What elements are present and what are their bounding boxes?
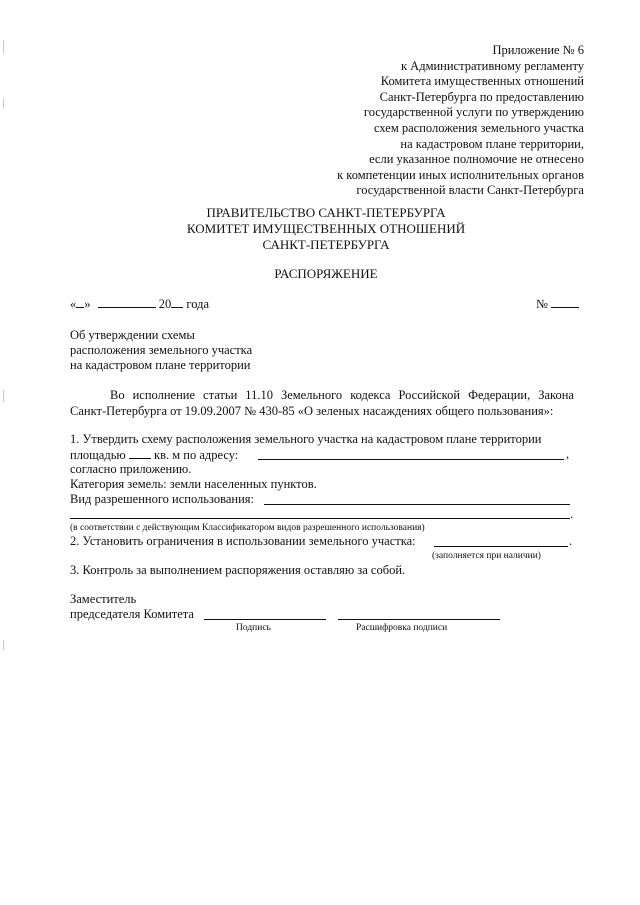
address-blank[interactable]: [258, 459, 564, 460]
signature-decode-caption: Расшифровка подписи: [356, 623, 448, 633]
annex-line: Санкт-Петербурга по предоставлению: [379, 89, 584, 104]
annex-line: к компетенции иных исполнительных органов: [337, 167, 584, 182]
signature-decode-blank[interactable]: [338, 619, 500, 620]
heading-city: САНКТ-ПЕТЕРБУРГА: [262, 237, 390, 252]
date-field: [70, 296, 209, 312]
annex-line: схем расположения земельного участка: [373, 120, 584, 135]
signature-caption: Подпись: [236, 623, 271, 633]
preamble-paragraph: [70, 387, 574, 419]
year-word: года: [186, 297, 209, 311]
unit-label: кв. м по адресу:: [154, 448, 239, 462]
restrictions-note: (заполняется при наличии): [432, 551, 541, 561]
annex-line: к Административному регламенту: [400, 58, 584, 73]
scan-edge-line: [3, 98, 4, 108]
subject-line: на кадастровом плане территории: [70, 358, 251, 372]
annex-line: государственной власти Санкт-Петербурга: [356, 183, 584, 198]
classifier-note: (в соответствии с действующим Классификатором видов разрешенного использования): [70, 523, 425, 533]
permitted-use-period: .: [570, 507, 574, 521]
century-text: 20: [158, 297, 172, 311]
item2-period: .: [569, 534, 573, 548]
signatory-title-line1: Заместитель: [70, 592, 137, 606]
land-category-text: Категория земель: земли населенных пунктов.: [70, 477, 317, 491]
item2-text: 2. Установить ограничения в использовании земельного участка:: [70, 534, 416, 548]
scan-edge-line: [3, 390, 4, 402]
preamble-text: Во исполнение статьи 11.10 Земельного кодекса Российской Федерации, Закона Санкт-Петербурга от 19.09.2007 № 430-85 «О зеленых насаждениях общего пользования»:: [70, 388, 574, 418]
quote-close: »: [84, 297, 91, 311]
quote-open: «: [70, 297, 77, 311]
annex-line: если указанное полномочие не отнесено: [369, 152, 584, 167]
month-blank[interactable]: [98, 296, 156, 308]
number-blank[interactable]: [551, 296, 579, 308]
per-annex-text: согласно приложению.: [70, 462, 192, 476]
permitted-use-label: Вид разрешенного использования:: [70, 492, 254, 506]
subject-line: расположения земельного участка: [70, 343, 253, 357]
area-blank[interactable]: [129, 447, 151, 459]
annex-block: [337, 43, 584, 199]
signature-blank[interactable]: [204, 619, 326, 620]
restrictions-blank[interactable]: [434, 546, 568, 547]
item1-line1: 1. Утвердить схему расположения земельного участка на кадастровом плане территории: [70, 432, 542, 446]
heading-government: ПРАВИТЕЛЬСТВО САНКТ-ПЕТЕРБУРГА: [206, 205, 446, 220]
permitted-use-blank[interactable]: [264, 504, 570, 505]
year-blank[interactable]: [171, 296, 183, 308]
address-comma: ,: [566, 447, 570, 461]
number-sign: №: [536, 297, 548, 311]
permitted-use-blank-2[interactable]: [70, 518, 570, 519]
scan-edge-line: [3, 40, 4, 54]
number-field: [536, 296, 579, 312]
annex-line: государственной услуги по утверждению: [363, 105, 584, 120]
heading-committee: КОМИТЕТ ИМУЩЕСТВЕННЫХ ОТНОШЕНИЙ: [186, 221, 466, 236]
scan-edge-line: [3, 640, 4, 650]
annex-line: Приложение № 6: [492, 43, 584, 57]
area-label: площадью: [70, 448, 126, 462]
annex-line: Комитета имущественных отношений: [380, 74, 584, 89]
document-type-title: РАСПОРЯЖЕНИЕ: [274, 266, 378, 281]
item1-area-line: [70, 447, 238, 463]
item3-text: 3. Контроль за выполнением распоряжения оставляю за собой.: [70, 563, 406, 577]
annex-line: на кадастровом плане территории,: [400, 136, 584, 151]
subject-line: Об утверждении схемы: [70, 328, 195, 342]
signatory-title-line2: председателя Комитета: [70, 607, 194, 621]
